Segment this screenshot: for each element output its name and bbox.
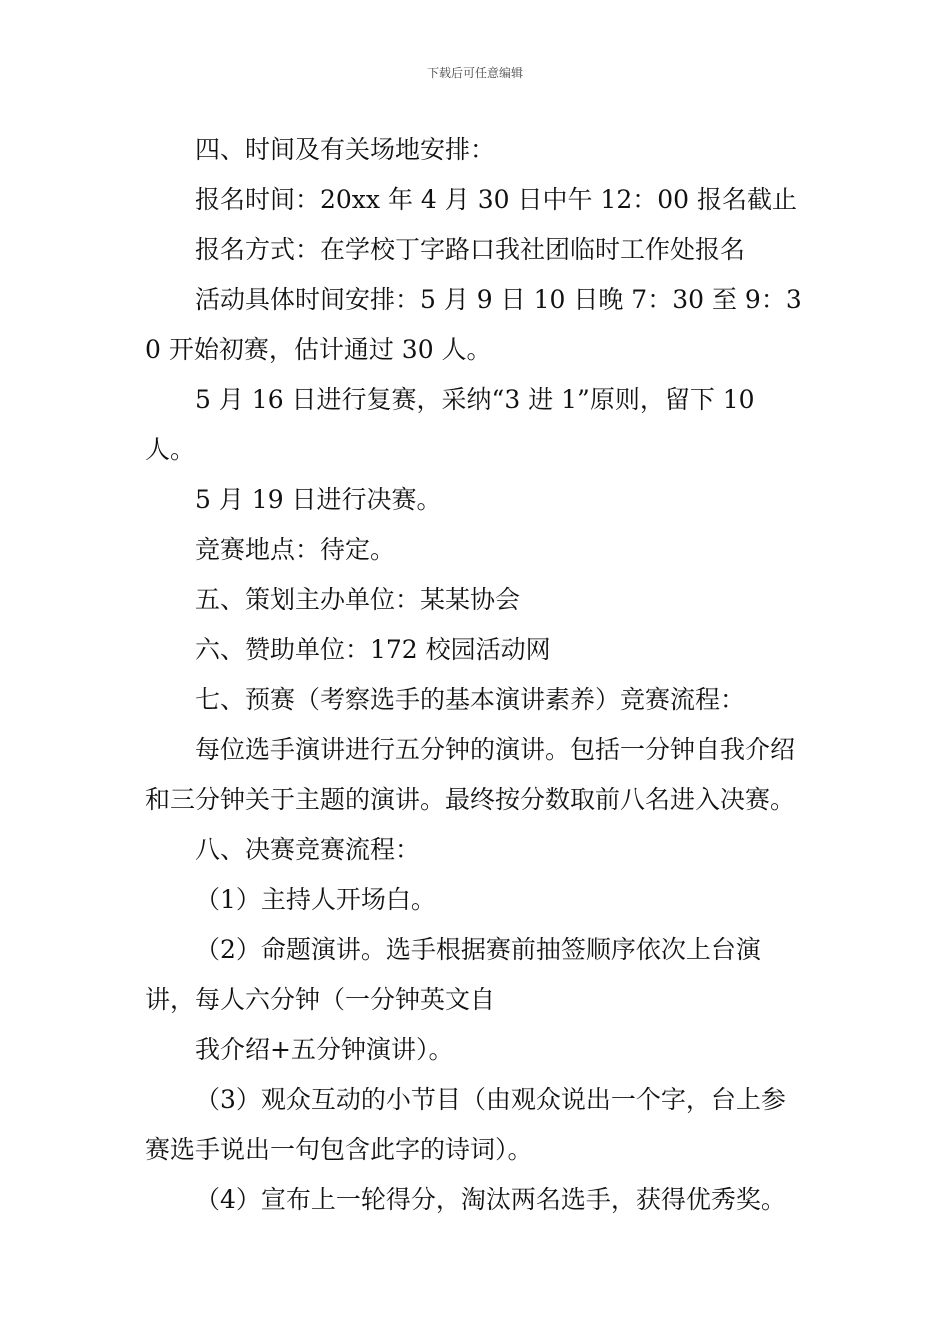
final-step-2-continued: 我介绍+五分钟演讲）。	[195, 1035, 454, 1064]
section-heading-time-venue: 四、时间及有关场地安排：	[195, 135, 496, 164]
final-step-4: （4）宣布上一轮得分，淘汰两名选手，获得优秀奖。	[195, 1185, 786, 1214]
final-step-2: （2）命题演讲。选手根据赛前抽签顺序依次上台演讲，每人六分钟（一分钟英文自	[145, 935, 761, 1014]
section-heading-organizer: 五、策划主办单位：某某协会	[195, 585, 521, 614]
section-heading-preliminary-process: 七、预赛（考察选手的基本演讲素养）竞赛流程：	[195, 685, 746, 714]
schedule-semifinal: 5 月 16 日进行复赛，采纳“3 进 1”原则，留下 10 人。	[145, 385, 755, 464]
schedule-preliminary: 活动具体时间安排：5 月 9 日 10 日晚 7：30 至 9：30 开始初赛，估计通过 30 人。	[145, 285, 802, 364]
registration-time: 报名时间：20xx 年 4 月 30 日中午 12：00 报名截止	[195, 185, 797, 214]
page-header: 下载后可任意编辑	[426, 66, 523, 80]
section-heading-final-process: 八、决赛竞赛流程：	[195, 835, 421, 864]
registration-method: 报名方式：在学校丁字路口我社团临时工作处报名	[195, 235, 746, 264]
document-body	[145, 125, 810, 1225]
preliminary-description: 每位选手演讲进行五分钟的演讲。包括一分钟自我介绍和三分钟关于主题的演讲。最终按分数取前八名进入决赛。	[145, 735, 796, 814]
final-step-1: （1）主持人开场白。	[195, 885, 436, 914]
schedule-final: 5 月 19 日进行决赛。	[195, 485, 442, 514]
final-step-3: （3）观众互动的小节目（由观众说出一个字，台上参赛选手说出一句包含此字的诗词）。	[145, 1085, 786, 1164]
venue: 竞赛地点：待定。	[195, 535, 396, 564]
section-heading-sponsor: 六、赞助单位：172 校园活动网	[195, 635, 551, 664]
